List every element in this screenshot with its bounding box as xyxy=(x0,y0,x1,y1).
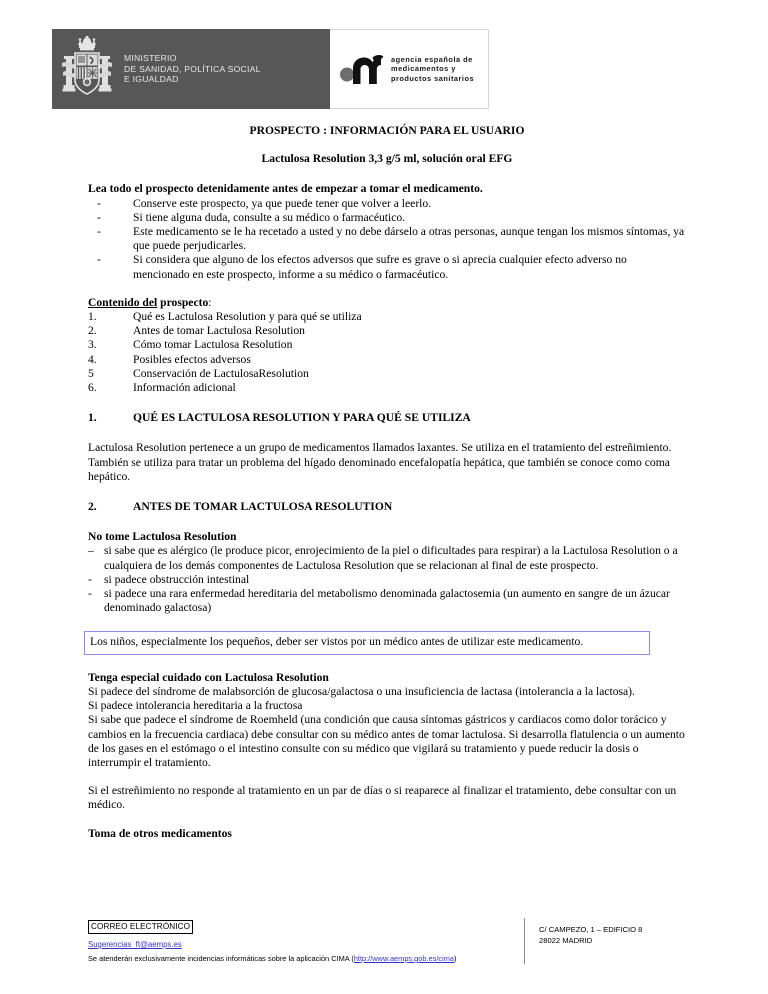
item-label: Información adicional xyxy=(133,381,236,395)
email-link[interactable]: Sugerencias_ft@aemps.es xyxy=(88,940,182,949)
list-item xyxy=(88,253,686,281)
list-item xyxy=(88,587,686,615)
bullet-text: Si considera que alguno de los efectos adversos que sufre es grave o si aprecia cualquier efecto adverso no mencionado en este prospecto, informe a su médico o farmacéutico. xyxy=(133,253,627,281)
list-item xyxy=(88,367,686,381)
contents-heading-colon: : xyxy=(208,295,212,309)
item-number: 5 xyxy=(88,366,94,380)
aemps-line-3: productos sanitarios xyxy=(391,73,475,83)
intro-bullet-list xyxy=(88,197,686,282)
item-number: 1. xyxy=(88,310,97,324)
bullet-marker: - xyxy=(97,210,101,224)
spanish-coat-of-arms-icon xyxy=(58,36,116,102)
page-title: PROSPECTO : INFORMACIÓN PARA EL USUARIO xyxy=(249,124,525,137)
bullet-text: Si tiene alguna duda, consulte a su médico o farmacéutico. xyxy=(133,210,406,224)
section-title: QUÉ ES LACTULOSA RESOLUTION Y PARA QUÉ SE UTILIZA xyxy=(133,411,471,425)
list-item xyxy=(88,225,686,253)
item-label: Conservación de LactulosaResolution xyxy=(133,366,309,380)
cima-url-link[interactable]: http://www.aemps.gob.es/cima xyxy=(353,954,455,963)
footer-note xyxy=(88,954,518,964)
no-tome-heading: No tome Lactulosa Resolution xyxy=(88,530,237,544)
footer-address xyxy=(539,916,642,964)
ministry-line-1: MINISTERIO xyxy=(124,53,177,64)
callout-text: Los niños, especialmente los pequeños, deber ser vistos por un médico antes de utilizar este medicamento. xyxy=(90,635,584,649)
section-number: 2. xyxy=(88,500,97,514)
footer-note-suffix: ) xyxy=(454,954,457,963)
list-item xyxy=(88,338,686,352)
intro-heading: Lea todo el prospecto detenidamente antes de empezar a tomar el medicamento. xyxy=(88,182,483,196)
children-warning-callout xyxy=(84,631,650,654)
contents-heading-rest: prospecto xyxy=(157,295,209,309)
ministry-name xyxy=(124,53,261,85)
section-2-heading xyxy=(88,500,686,514)
section-1-body: Lactulosa Resolution pertenece a un grupo de medicamentos llamados laxantes. Se utiliza en el tratamiento del estreñimiento. También se utiliza para tratar un problema del hígado denominado encefalopatía hepática, que también se conoce como coma hepático. xyxy=(88,441,672,483)
institutional-header xyxy=(52,29,489,109)
cuidado-line-2: Si padece intolerancia hereditaria a la fructosa xyxy=(88,699,303,713)
contents-heading-underlined: Contenido del xyxy=(88,295,158,309)
cuidado-line-1: Si padece del síndrome de malabsorción de glucosa/galactosa o una insuficiencia de lactasa (intolerancia a la lactosa). xyxy=(88,684,635,698)
bullet-marker: – xyxy=(88,544,94,558)
cuidado-line-3: Si sabe que padece el síndrome de Roemheld (una condición que causa síntomas gástricos y cardiacos como dolor torácico y cambios en la frecuencia cardiaca) debe consultar con su médico antes de tomar lactulosa. Si desarrolla flatulencia o un aumento de los gases en el estómago o el intestino consulte con su médico que vigilará su tratamiento y puede reducir la dosis o interrumpir el tratamiento. xyxy=(88,713,685,769)
contents-list xyxy=(88,310,686,395)
no-tome-bullet-list xyxy=(88,544,686,615)
email-label-box: CORREO ELECTRÓNICO xyxy=(88,920,193,934)
bullet-marker: - xyxy=(97,196,101,210)
bullet-text: si padece una rara enfermedad hereditaria del metabolismo denominada galactosemia (un aumento en sangre de un ázucar denominado galactosa) xyxy=(104,587,670,615)
aemps-logo-icon xyxy=(338,54,384,84)
section-1-heading xyxy=(88,411,686,425)
bullet-text: si padece obstrucción intestinal xyxy=(104,572,250,586)
cuidado-heading: Tenga especial cuidado con Lactulosa Resolution xyxy=(88,670,329,684)
item-label: Cómo tomar Lactulosa Resolution xyxy=(133,338,293,352)
bullet-marker: - xyxy=(88,587,92,601)
list-item xyxy=(88,544,686,572)
item-number: 2. xyxy=(88,324,97,338)
aemps-line-2: medicamentos y xyxy=(391,64,456,74)
footer-divider xyxy=(524,918,525,964)
bullet-marker: - xyxy=(97,225,101,239)
ministry-line-2: DE SANIDAD, POLÍTICA SOCIAL xyxy=(124,63,261,74)
otros-medicamentos-heading: Toma de otros medicamentos xyxy=(88,826,232,840)
aemps-name xyxy=(391,55,474,83)
footer-left-column xyxy=(88,916,518,964)
list-item xyxy=(88,573,686,587)
section-number: 1. xyxy=(88,411,97,425)
bullet-marker: - xyxy=(88,572,92,586)
ministry-logo-block xyxy=(52,29,330,109)
product-name: Lactulosa Resolution 3,3 g/5 ml, solución oral EFG xyxy=(261,152,513,166)
document-body xyxy=(88,124,686,841)
ministry-line-3: E IGUALDAD xyxy=(124,74,179,85)
list-item xyxy=(88,197,686,211)
list-item xyxy=(88,353,686,367)
section-title: ANTES DE TOMAR LACTULOSA RESOLUTION xyxy=(133,500,393,514)
list-item xyxy=(88,211,686,225)
contents-heading xyxy=(88,296,686,310)
address-line-1: C/ CAMPEZO, 1 – EDIFICIO 8 xyxy=(539,925,643,934)
item-number: 4. xyxy=(88,352,97,366)
footer-note-prefix: Se atenderán exclusivamente incidencias informáticas sobre la aplicación CIMA ( xyxy=(88,954,354,963)
item-number: 6. xyxy=(88,381,97,395)
bullet-text: Conserve este prospecto, ya que puede tener que volver a leerlo. xyxy=(133,196,432,210)
address-line-2: 28022 MADRID xyxy=(539,935,593,945)
item-number: 3. xyxy=(88,338,97,352)
list-item xyxy=(88,310,686,324)
bullet-marker: - xyxy=(97,253,101,267)
aemps-line-1: agencia española de xyxy=(391,54,473,64)
item-label: Antes de tomar Lactulosa Resolution xyxy=(133,324,305,338)
bullet-text: Este medicamento se le ha recetado a usted y no debe dárselo a otras personas, aunque tengan los mismos síntomas, ya que puede perjudicarles. xyxy=(133,225,685,253)
bullet-text: si sabe que es alérgico (le produce picor, enrojecimiento de la piel o dificultades para respirar) a la Lactulosa Resolution o a cualquiera de los demás componentes de Lactulosa Resolution que se relacionan al final de este prospecto. xyxy=(104,544,678,572)
aemps-logo-block xyxy=(330,29,489,109)
list-item xyxy=(88,324,686,338)
list-item xyxy=(88,381,686,395)
closing-paragraph: Si el estreñimiento no responde al tratamiento en un par de días o si reaparece al finalizar el tratamiento, debe consultar con un médico. xyxy=(88,784,677,812)
page-footer xyxy=(88,916,688,964)
item-label: Posibles efectos adversos xyxy=(133,352,251,366)
item-label: Qué es Lactulosa Resolution y para qué se utiliza xyxy=(133,310,362,324)
